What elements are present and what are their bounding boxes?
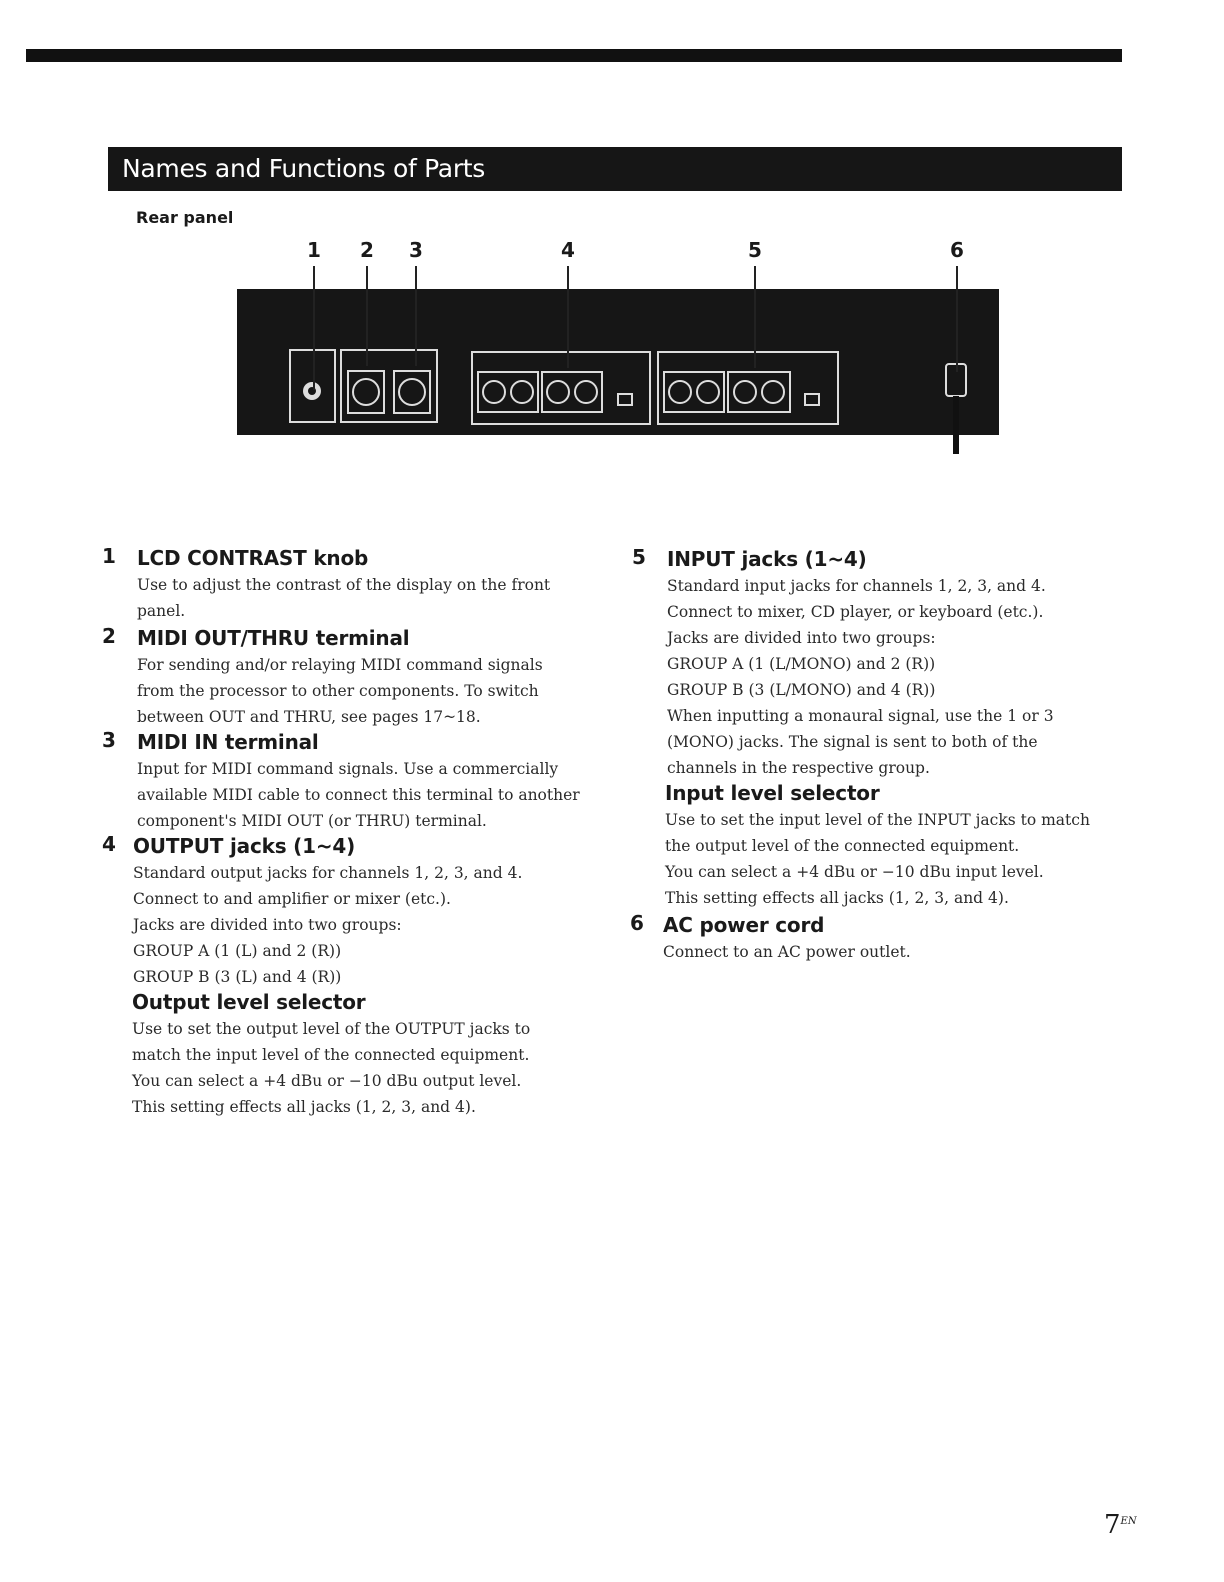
callout-1: 1 xyxy=(307,238,321,262)
item-line: component's MIDI OUT (or THRU) terminal. xyxy=(137,812,487,830)
item-number: 4 xyxy=(102,832,116,856)
right-column xyxy=(632,545,1132,965)
item-line: For sending and/or relaying MIDI command signals xyxy=(137,656,543,674)
callout-4: 4 xyxy=(561,238,575,262)
item-input-level-selector xyxy=(632,779,1132,911)
item-line: Jacks are divided into two groups: xyxy=(133,916,402,934)
item-number: 2 xyxy=(102,624,116,648)
item-midi-in xyxy=(102,728,602,832)
callout-3: 3 xyxy=(409,238,423,262)
item-title: OUTPUT jacks (1~4) xyxy=(133,834,356,858)
item-line: channels in the respective group. xyxy=(667,759,930,777)
callout-6: 6 xyxy=(950,238,964,262)
item-output-level-selector xyxy=(102,988,602,1120)
item-line: between OUT and THRU, see pages 17~18. xyxy=(137,708,481,726)
item-line: Connect to and amplifier or mixer (etc.). xyxy=(133,890,451,908)
item-line: GROUP B (3 (L) and 4 (R)) xyxy=(133,968,342,986)
left-column xyxy=(102,544,602,1120)
item-number: 5 xyxy=(632,545,646,569)
page-number-value: 7 xyxy=(1104,1510,1121,1540)
item-ac-power-cord xyxy=(632,911,1132,965)
item-title: MIDI OUT/THRU terminal xyxy=(137,626,410,650)
item-line: Standard input jacks for channels 1, 2, 3, and 4. xyxy=(667,577,1046,595)
item-line: available MIDI cable to connect this terminal to another xyxy=(137,786,580,804)
item-input-jacks xyxy=(632,545,1132,779)
item-title: Input level selector xyxy=(665,781,880,805)
item-line: Use to set the input level of the INPUT jacks to match xyxy=(665,811,1090,829)
item-line: This setting effects all jacks (1, 2, 3, and 4). xyxy=(132,1098,476,1116)
item-line: Use to adjust the contrast of the display on the front xyxy=(137,576,551,594)
rear-panel-diagram xyxy=(0,0,1224,470)
item-number: 1 xyxy=(102,544,116,568)
subheading-rear-panel: Rear panel xyxy=(136,208,234,227)
callout-5: 5 xyxy=(748,238,762,262)
item-line: GROUP A (1 (L/MONO) and 2 (R)) xyxy=(667,655,936,673)
item-line: You can select a +4 dBu or −10 dBu input level. xyxy=(665,863,1044,881)
item-line: Jacks are divided into two groups: xyxy=(667,629,936,647)
item-title: Output level selector xyxy=(132,990,366,1014)
item-number: 3 xyxy=(102,728,116,752)
section-title: Names and Functions of Parts xyxy=(122,154,486,183)
item-line: panel. xyxy=(137,602,186,620)
item-title: AC power cord xyxy=(663,913,825,937)
item-line: (MONO) jacks. The signal is sent to both of the xyxy=(667,733,1038,751)
item-line: Input for MIDI command signals. Use a commercially xyxy=(137,760,559,778)
item-line: Connect to an AC power outlet. xyxy=(663,943,911,961)
item-line: from the processor to other components. To switch xyxy=(137,682,539,700)
item-midi-out-thru xyxy=(102,624,602,728)
item-lcd-contrast xyxy=(102,544,602,624)
item-line: the output level of the connected equipment. xyxy=(665,837,1020,855)
item-line: When inputting a monaural signal, use the 1 or 3 xyxy=(667,707,1054,725)
item-line: Standard output jacks for channels 1, 2, 3, and 4. xyxy=(133,864,523,882)
item-line: Use to set the output level of the OUTPUT jacks to xyxy=(132,1020,531,1038)
item-line: match the input level of the connected equipment. xyxy=(132,1046,530,1064)
item-line: GROUP B (3 (L/MONO) and 4 (R)) xyxy=(667,681,936,699)
callout-2: 2 xyxy=(360,238,374,262)
item-line: GROUP A (1 (L) and 2 (R)) xyxy=(133,942,342,960)
page-number-suffix: EN xyxy=(1120,1516,1137,1527)
item-output-jacks xyxy=(102,832,602,988)
item-line: Connect to mixer, CD player, or keyboard (etc.). xyxy=(667,603,1044,621)
item-line: You can select a +4 dBu or −10 dBu output level. xyxy=(132,1072,522,1090)
item-title: LCD CONTRAST knob xyxy=(137,546,369,570)
page-number xyxy=(1104,1510,1137,1540)
item-line: This setting effects all jacks (1, 2, 3, and 4). xyxy=(665,889,1009,907)
item-title: MIDI IN terminal xyxy=(137,730,319,754)
item-title: INPUT jacks (1~4) xyxy=(667,547,867,571)
item-number: 6 xyxy=(630,911,644,935)
